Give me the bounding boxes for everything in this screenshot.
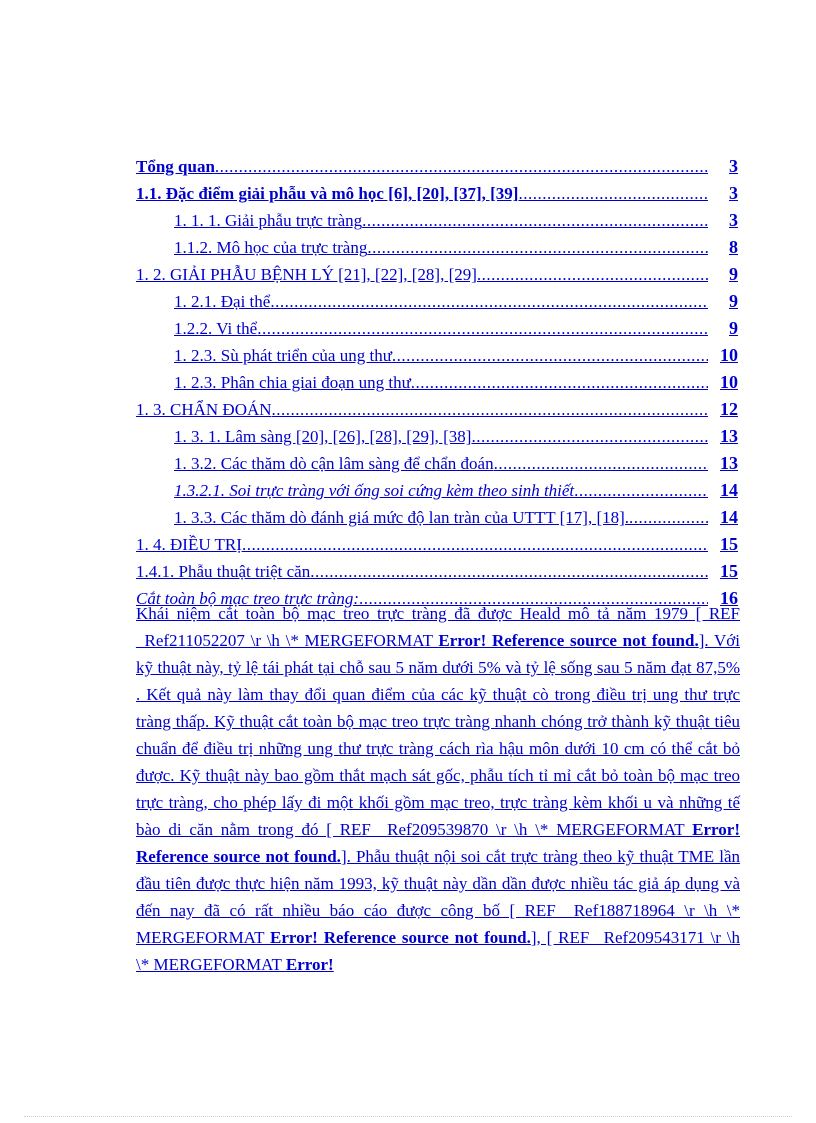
- toc-entry[interactable]: [136, 393, 738, 420]
- toc-entry[interactable]: [136, 204, 738, 231]
- toc-entry[interactable]: [136, 150, 738, 177]
- toc-leader-dots: [494, 454, 708, 474]
- toc-entry[interactable]: [136, 339, 738, 366]
- toc-page-number: 3: [729, 156, 738, 176]
- toc-page-number: 9: [729, 291, 738, 311]
- toc-leader-dots: [411, 373, 708, 393]
- toc-entry[interactable]: [136, 177, 738, 204]
- toc-entry-title: 1.3.2.1. Soi trực tràng với ống soi cứng kèm theo sinh thiết: [174, 481, 575, 500]
- toc-entry-title: 1. 4. ĐIỀU TRỊ: [136, 535, 242, 554]
- toc-entry[interactable]: [136, 501, 738, 528]
- reference-error[interactable]: Error!: [285, 955, 334, 974]
- toc-entry-title: 1. 2.1. Đại thể: [174, 292, 271, 311]
- toc-page-number: 10: [720, 372, 738, 392]
- toc-page-number: 15: [720, 561, 738, 581]
- toc-page-number: 13: [720, 426, 738, 446]
- toc-entry[interactable]: [136, 474, 738, 501]
- toc-leader-dots: [270, 292, 708, 312]
- toc-page-number: 16: [720, 588, 738, 608]
- toc-entry-title: Tổng quan: [136, 157, 215, 176]
- toc-page-number: 3: [729, 183, 738, 203]
- reference-error[interactable]: Error! Reference source not found.: [438, 631, 699, 650]
- toc-entry[interactable]: [136, 447, 738, 474]
- reference-error[interactable]: Error! Reference source not found.: [136, 820, 740, 866]
- toc-page-number: 9: [729, 318, 738, 338]
- toc-page-number: 14: [720, 480, 738, 500]
- toc-entry[interactable]: [136, 366, 738, 393]
- toc-entry-title: 1.1. Đặc điểm giải phẫu và mô học [6], [20], [37], [39]: [136, 184, 519, 203]
- toc-leader-dots: [477, 265, 708, 285]
- page-bottom-divider: [24, 1116, 792, 1117]
- toc-entry[interactable]: [136, 555, 738, 582]
- toc-leader-dots: [518, 184, 708, 204]
- toc-entry-title: 1. 3. CHẨN ĐOÁN: [136, 400, 272, 419]
- toc-entry[interactable]: [136, 528, 738, 555]
- toc-entry-title: 1. 3. 1. Lâm sàng [20], [26], [28], [29], [38]: [174, 427, 472, 446]
- toc-entry-title: 1. 2.3. Sù phát triển của ung thư: [174, 346, 392, 365]
- toc-leader-dots: [257, 319, 708, 339]
- body-text-segment[interactable]: Khái niệm cắt toàn bộ mạc treo trực tràng đã được Heald mô tả năm 1979 [ REF _Ref211052207 \r \h \* MERGEFORMAT: [136, 604, 740, 650]
- reference-error[interactable]: Error! Reference source not found.: [270, 928, 531, 947]
- toc-entry[interactable]: [136, 258, 738, 285]
- toc-entry[interactable]: [136, 420, 738, 447]
- toc-leader-dots: [272, 400, 708, 420]
- toc-page-number: 3: [729, 210, 738, 230]
- toc-page-number: 13: [720, 453, 738, 473]
- toc-page-number: 9: [729, 264, 738, 284]
- toc-entry-title: 1.2.2. Vi thể: [174, 319, 258, 338]
- toc-page-number: 14: [720, 507, 738, 527]
- toc-entry-title: 1. 1. 1. Giải phẫu trực tràng: [174, 211, 363, 230]
- table-of-contents: [136, 150, 738, 609]
- toc-leader-dots: [362, 211, 708, 231]
- toc-leader-dots: [242, 535, 708, 555]
- body-text-segment[interactable]: ]. Với kỹ thuật này, tỷ lệ tái phát tại chỗ sau 5 năm dưới 5% và tỷ lệ sống sau 5 năm đạt 87,5% . Kết quả này làm thay đổi quan điểm của các kỹ thuật cò trong điều trị ung thư trực tràng thấp. Kỹ thuật cắt toàn bộ mạc treo trực tràng nhanh chóng trở thành kỹ thuật tiêu chuẩn để điều trị những ung thư trực tràng cách rìa hậu môn dưới 10 cm có thể cắt bỏ được. Kỹ thuật này bao gồm thắt mạch sát gốc, phẫu tích tỉ mỉ cắt bỏ toàn bộ mạc treo trực tràng, cho phép lấy đi một khối gồm mạc treo, trực tràng kèm khối u và những tế bào di căn nằm trong đó [ REF _Ref209539870 \r \h \* MERGEFORMAT: [136, 631, 741, 839]
- toc-leader-dots: [215, 157, 708, 177]
- toc-entry-title: 1. 3.2. Các thăm dò cận lâm sàng để chẩn đoán: [174, 454, 494, 473]
- toc-entry-title: 1.1.2. Mô học của trực tràng: [174, 238, 368, 257]
- toc-entry[interactable]: [136, 312, 738, 339]
- toc-entry-title: 1. 3.3. Các thăm dò đánh giá mức độ lan tràn của UTTT [17], [18].: [174, 508, 630, 527]
- toc-page-number: 15: [720, 534, 738, 554]
- body-text-segment[interactable]: ]. Phẫu thuật nội soi cắt trực tràng theo kỹ thuật TME lần đầu tiên được thực hiện năm 1993, kỹ thuật này dần dần được nhiều tác giả áp dụng và đến nay đã có rất nhiều báo cáo được công bố [ REF _Ref188718964 \r \h \* MERGEFORMAT: [136, 847, 740, 947]
- body-text-segment[interactable]: ], [ REF _Ref209543171 \r \h \* MERGEFORMAT: [136, 928, 741, 974]
- body-paragraph[interactable]: [136, 600, 740, 978]
- toc-leader-dots: [574, 481, 708, 501]
- toc-leader-dots: [629, 508, 708, 528]
- toc-leader-dots: [392, 346, 708, 366]
- toc-entry[interactable]: [136, 285, 738, 312]
- toc-entry-title: 1. 2.3. Phân chia giai đoạn ung thư: [174, 373, 411, 392]
- toc-entry-title: 1.4.1. Phẫu thuật triệt căn: [136, 562, 311, 581]
- toc-entry-title: 1. 2. GIẢI PHẪU BỆNH LÝ [21], [22], [28], [29]: [136, 265, 477, 284]
- toc-entry-title: Cắt toàn bộ mạc treo trực tràng:: [136, 589, 360, 608]
- toc-page-number: 12: [720, 399, 738, 419]
- toc-leader-dots: [367, 238, 708, 258]
- toc-entry[interactable]: [136, 231, 738, 258]
- toc-page-number: 10: [720, 345, 738, 365]
- toc-page-number: 8: [729, 237, 738, 257]
- toc-leader-dots: [310, 562, 708, 582]
- toc-leader-dots: [471, 427, 708, 447]
